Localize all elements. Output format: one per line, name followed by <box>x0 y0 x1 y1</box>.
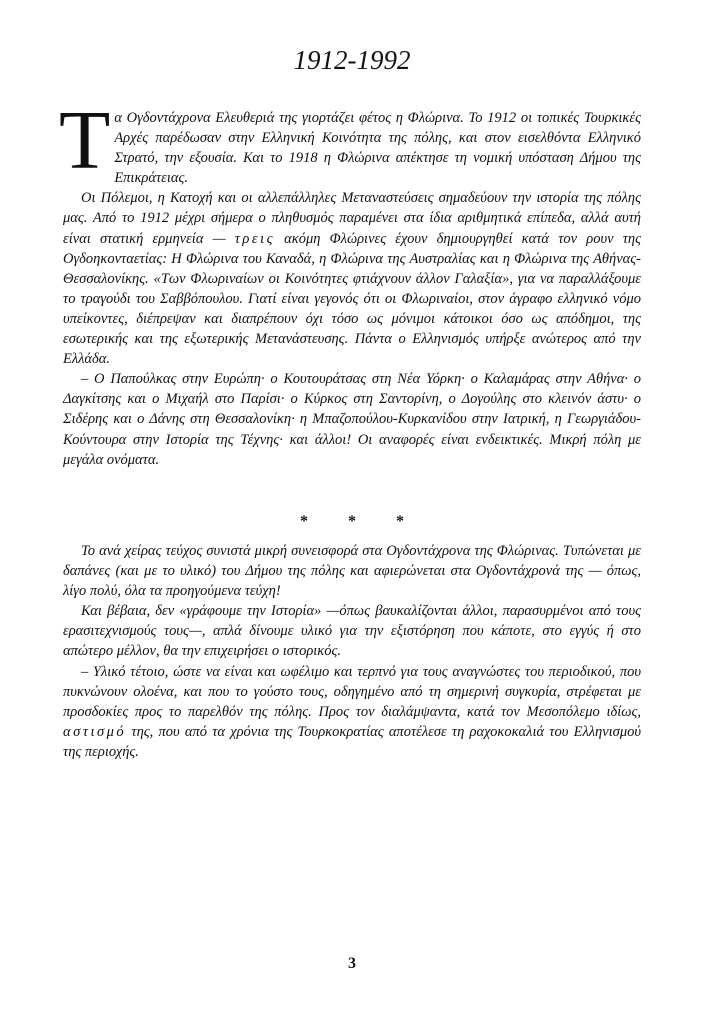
paragraph-4: Το ανά χείρας τεύχος συνιστά μικρή συνεισφορά στα Ογδοντάχρονα της Φλώρινας. Τυπώνεται με δαπάνες (και με το υλικό) του Δήμου της πόλης και αφιερώνεται στα Ογδοντάχρονά της — όπως, λίγο πολύ, όλα τα προηγούμενα τεύχη! <box>63 543 641 600</box>
closing-section <box>63 541 641 762</box>
paragraph-2-text-start: Οι Πόλεμοι, η Κατοχή και οι αλλεπάλληλες Μεταναστεύσεις σημαδεύουν την ιστορία της πόλης μας. Από το 1912 μέχρι σήμερα ο πληθυσμός παραμένει στα ίδια αριθμητικά επίπεδα, αλλά αυτή είναι στατική ερμηνεία — <box>63 190 641 247</box>
paragraph-5: Και βέβαια, δεν «γράφουμε την Ιστορία» —όπως βαυκαλίζονται άλλοι, παρασυρμένοι από τους ερασιτεχνισμούς τους—, απλά δίνουμε υλικό για την εξιστόρηση που κάποτε, στο εγγύς ή στο απώτερο μέλλον, θα την επιχειρήσει ο ιστορικός. <box>63 603 641 660</box>
paragraph-3: – Ο Παπούλκας στην Ευρώπη· ο Κουτουράτσας στη Νέα Υόρκη· ο Καλαμάρας στην Αθήνα· ο Δαγκίτσης και ο Μιχαήλ στο Παρίσι· ο Κύρκος στη Σαντορίνη, ο Δογούλης στο κλεινόν άστυ· ο Σιδέρης και ο Δάνης στη Θεσσαλονίκη· η Μπαζοπούλου-Κυρκανίδου στην Ιατρική, η Γεωργιάδου-Κούντουρα στην Ιστορία της Τέχνης· και άλλοι! Οι αναφορές είναι ενδεικτικές. Μικρή πόλη με μεγάλα ονόματα. <box>63 371 641 468</box>
emphasized-word-treis: τρεις <box>234 230 275 247</box>
paragraph-6 <box>63 662 641 762</box>
section-separator: * * * <box>300 513 422 530</box>
paragraph-6-text-start: – Υλικό τέτοιο, ώστε να είναι και ωφέλιμο και τερπνό για τους αναγνώστες του περιοδικού, που πυκνώνουν ολοένα, και που το γούστο τους, οδηγημένο από τη σημερινή συγκυρία, στρέφεται με προσδοκίες προς το παρελθόν της πόλης. Προς τον διαλάμψαντα, κατά τον Μεσοπόλεμο ιδίως, <box>63 663 641 720</box>
page-number: 3 <box>348 955 356 972</box>
paragraph-1-text: α Ογδοντάχρονα Ελευθεριά της γιορτάζει φέτος η Φλώρινα. Το 1912 οι τοπικές Τουρκικές Αρχές παρέδωσαν στην Ελληνική Κοινότητα της πόλης, και στον εισελθόντα Ελληνικό Στρατό, την εξουσία. Και το 1918 η Φλώρινα απέκτησε τη νομική υπόσταση Δήμου της Επικράτειας. <box>114 110 641 187</box>
emphasized-word-astismo: αστισμό <box>63 723 127 740</box>
drop-cap: Τ <box>59 94 111 187</box>
paragraph-2-text-end: ακόμη Φλώρινες έχουν δημιουργηθεί κατά τον ρουν της Ογδοηκονταετίας: Η Φλώρινα του Καναδά, η Φλώρινα της Αυστραλίας και η Φλώρινα της Αθήνας-Θεσσαλονίκης. «Των Φλωριναίων οι Κοινότητες φτιάχνουν άλλον Γαλαξία», για να παραλλάξουμε το τραγούδι του Σαββόπουλου. Γιατί είναι γεγονός ότι οι Φλωριναίοι, στον άγραφο ελληνικό νόμο υπείκοντες, διέπρεψαν και διαπρέπουν όχι τόσο ως μόνιμοι κάτοικοι όσο ως απόδημοι, της εσωτερικής και της εξωτερικής Μετανάστευσης. Πάντα ο Ελληνισμός υπήρξε ανώτερος από την Ελλάδα. <box>63 230 642 368</box>
intro-section <box>59 94 642 470</box>
paragraph-2 <box>63 188 641 369</box>
paragraph-1 <box>59 94 641 188</box>
page-title: 1912-1992 <box>293 45 411 75</box>
paragraph-6-text-end: της, που από τα χρόνια της Τουρκοκρατίας αποτέλεσε τη ραχοκοκαλιά του Ελληνισμού της περιοχής. <box>63 723 642 760</box>
